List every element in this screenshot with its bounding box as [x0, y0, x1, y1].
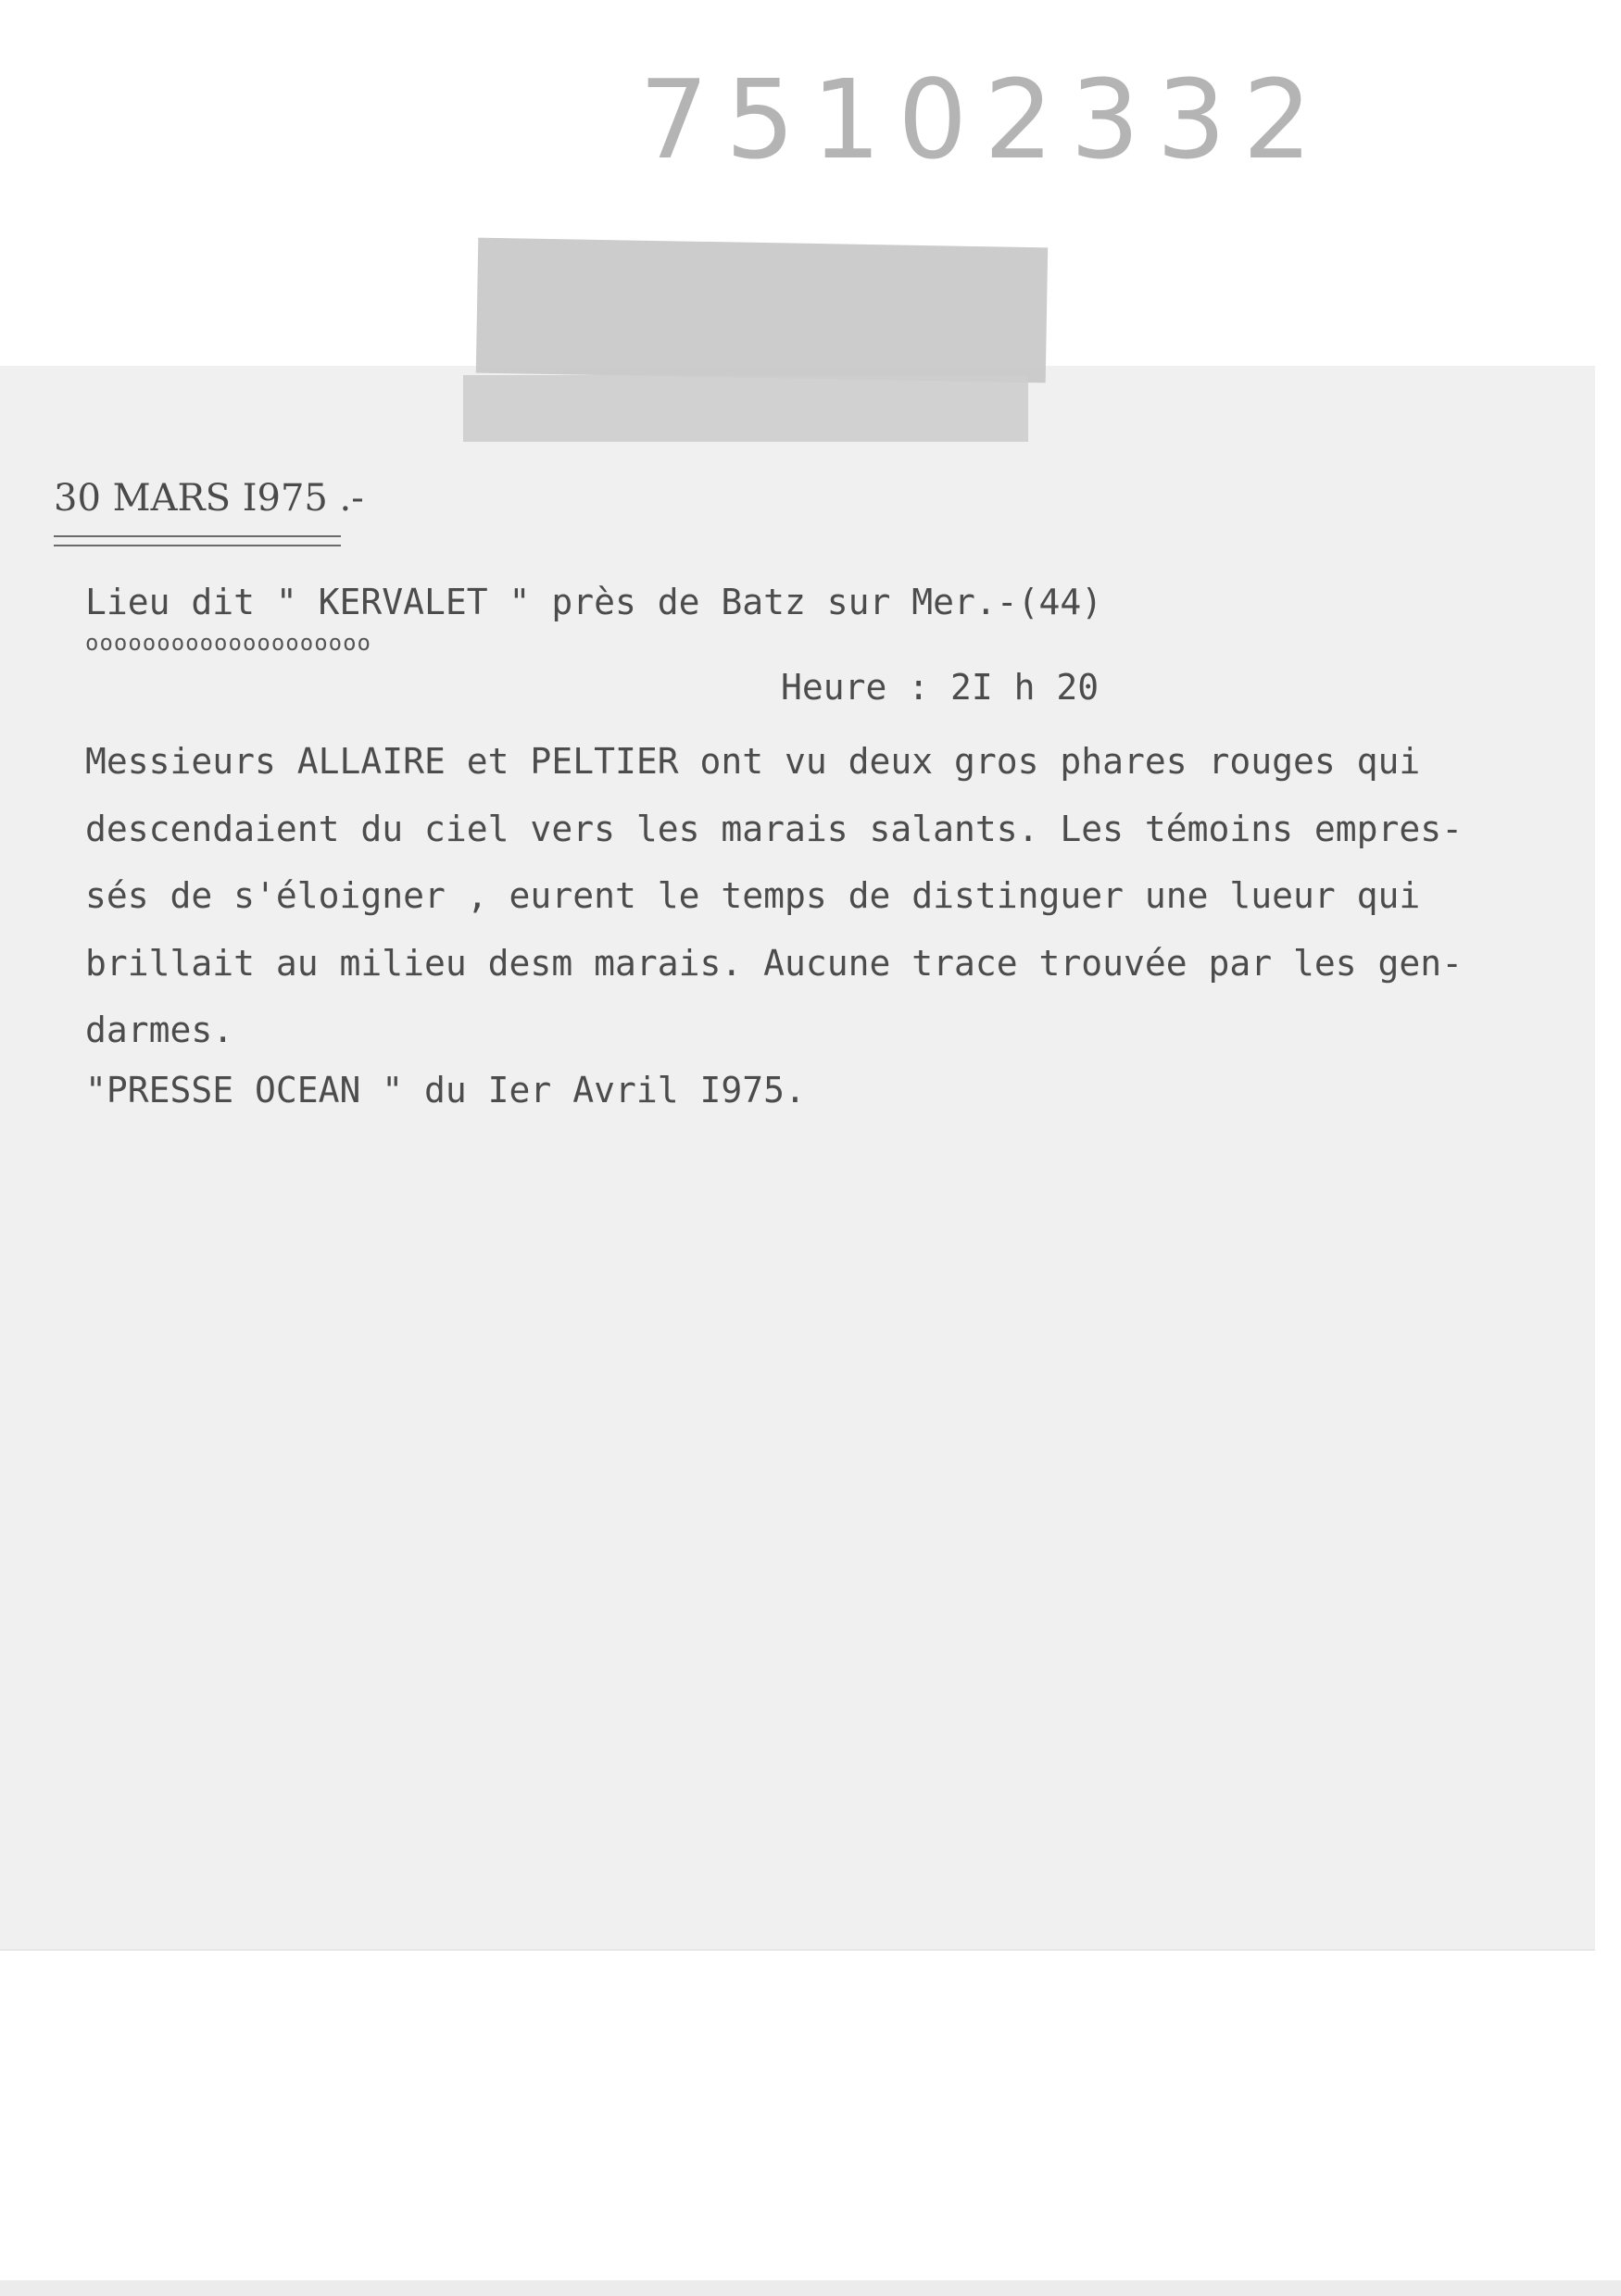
report-body: [85, 728, 1530, 1064]
body-line: sés de s'éloigner , eurent le temps de distinguer une lueur qui: [85, 875, 1421, 916]
body-line: Messieurs ALLAIRE et PELTIER ont vu deux gros phares rouges qui: [85, 741, 1421, 782]
archive-stamp-number: 75102332: [639, 56, 1329, 183]
circle-divider: oooooooooooooooooooo: [85, 630, 371, 656]
body-line: darmes.: [85, 1010, 234, 1050]
body-line: descendaient du ciel vers les marais salants. Les témoins empres-: [85, 808, 1464, 849]
body-line: brillait au milieu desm marais. Aucune trace trouvée par les gen-: [85, 942, 1464, 984]
adhesive-tape: [476, 238, 1048, 383]
adhesive-tape-lower: [463, 375, 1028, 442]
location-line: Lieu dit " KERVALET " près de Batz sur Mer.-(44): [85, 582, 1103, 622]
date-underline: [54, 535, 341, 546]
report-date: 30 MARS I975 .-: [54, 477, 364, 520]
page-bottom-edge: [0, 2280, 1621, 2296]
time-line: Heure : 2I h 20: [781, 667, 1100, 708]
newspaper-source: "PRESSE OCEAN " du Ier Avril I975.: [85, 1070, 806, 1110]
